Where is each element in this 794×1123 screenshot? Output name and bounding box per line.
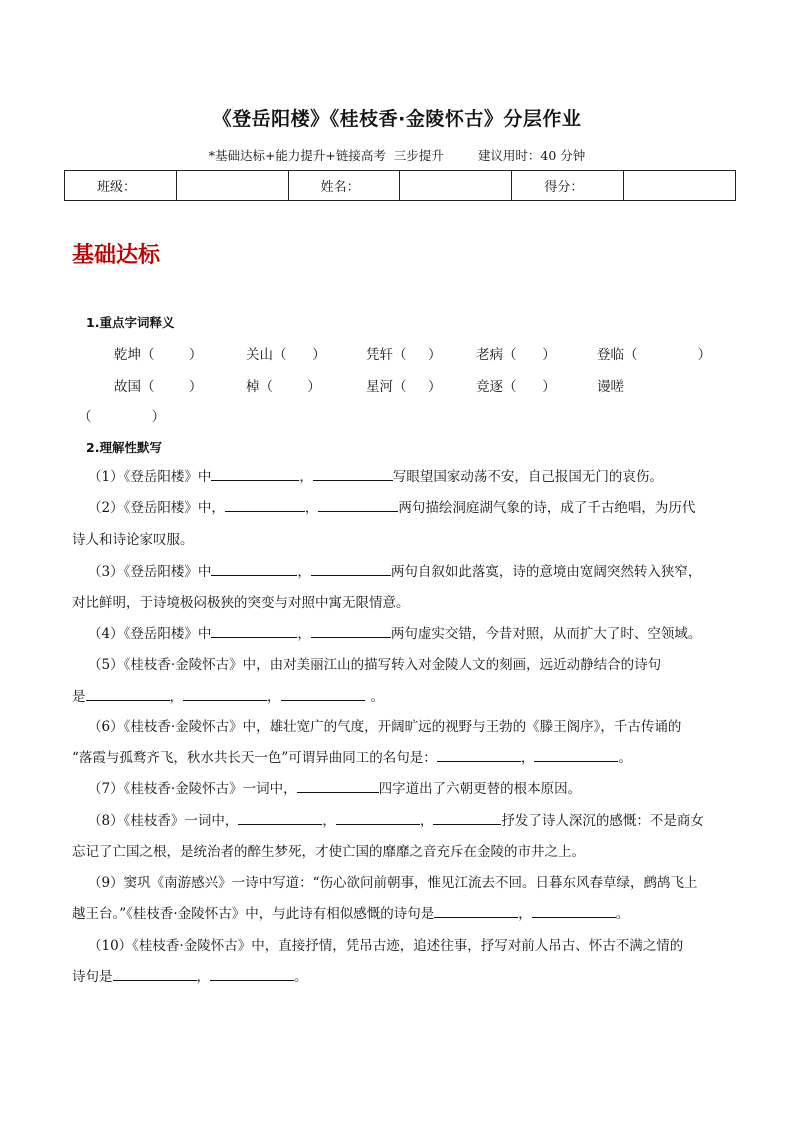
answer-blank[interactable] xyxy=(238,812,322,825)
section-heading: 基础达标 xyxy=(72,242,161,268)
answer-blank[interactable] xyxy=(434,905,518,918)
answer-blank[interactable] xyxy=(210,968,294,981)
name-label: 姓名： xyxy=(288,171,400,201)
term-manjie: 谩嗟 xyxy=(597,379,624,395)
q2-item-9: （9）窦巩《南游感兴》一诗中写道：“伤心欲问前朝事，惟见江流去不回。日暮东风春草绿，鹧鸪飞上 xyxy=(88,875,698,891)
answer-blank[interactable] xyxy=(313,468,393,481)
class-field[interactable] xyxy=(176,171,288,201)
q2-item-10-cont: 诗句是 ， 。 xyxy=(72,969,308,985)
q2-item-10: （10）《桂枝香·金陵怀古》中，直接抒情，凭吊古迹，追述往事，抒写对前人吊古、怀古不满之情的 xyxy=(88,938,684,954)
term-xinghe: 星河（ ） xyxy=(366,379,442,395)
answer-blank[interactable] xyxy=(113,968,197,981)
q2-item-9-cont: 越王台。”《桂枝香·金陵怀古》中，与此诗有相似感慨的诗句是 ， 。 xyxy=(72,906,630,922)
term-laobing: 老病（ ） xyxy=(476,347,556,363)
q2-item-7: （7）《桂枝香·金陵怀古》一词中， 四字道出了六朝更替的根本原因。 xyxy=(88,781,582,797)
answer-blank[interactable] xyxy=(183,688,267,701)
q2-item-4: （4）《登岳阳楼》中 ， 两句虚实交错，今昔对照，从而扩大了时、空领域。 xyxy=(88,626,702,642)
answer-blank[interactable] xyxy=(532,905,616,918)
page-title: 《登岳阳楼》《桂枝香·金陵怀古》分层作业 xyxy=(212,108,582,130)
answer-blank[interactable] xyxy=(534,749,618,762)
q2-item-8: （8）《桂枝香》一词中， ， ， 抒发了诗人深沉的感慨：不是商女 xyxy=(88,813,704,829)
answer-blank[interactable] xyxy=(336,812,420,825)
answer-blank[interactable] xyxy=(437,749,521,762)
q2-item-5-cont: 是 ， ， 。 xyxy=(72,689,384,705)
answer-blank[interactable] xyxy=(433,812,501,825)
q2-item-2: （2）《登岳阳楼》中， ， 两句描绘洞庭湖气象的诗，成了千古绝唱，为历代 xyxy=(88,500,696,516)
answer-blank[interactable] xyxy=(211,468,299,481)
term-manjie-blank: （ ） xyxy=(78,409,166,425)
subtitle-mid: 三步提升 xyxy=(393,148,444,163)
q2-item-6: （6）《桂枝香·金陵怀古》中，雄壮宽广的气度，开阔旷远的视野与王勃的《滕王阁序》，千古传诵的 xyxy=(88,719,682,735)
q2-heading: 2.理解性默写 xyxy=(86,440,162,455)
answer-blank[interactable] xyxy=(281,688,365,701)
class-label: 班级： xyxy=(65,171,177,201)
q2-item-3-cont: 对比鲜明，于诗境极闷极狭的突变与对照中寓无限情意。 xyxy=(72,595,410,611)
term-qiankun: 乾坤（ ） xyxy=(114,347,203,363)
term-pingxuan: 凭轩（ ） xyxy=(366,347,442,363)
q2-item-1: （1）《登岳阳楼》中 ， 写眼望国家动荡不安，自己报国无门的哀伤。 xyxy=(88,469,663,485)
q2-item-2-cont: 诗人和诗论家叹服。 xyxy=(72,532,194,548)
term-zhao: 棹（ ） xyxy=(246,379,321,395)
name-field[interactable] xyxy=(400,171,512,201)
subtitle-time: 建议用时：40 分钟 xyxy=(477,148,586,163)
q2-item-5: （5）《桂枝香·金陵怀古》中，由对美丽江山的描写转入对金陵人文的刻画，远近动静结合的诗句 xyxy=(88,657,662,673)
term-jingzhu: 竞逐（ ） xyxy=(476,379,556,395)
answer-blank[interactable] xyxy=(297,780,379,793)
score-label: 得分： xyxy=(512,171,624,201)
answer-blank[interactable] xyxy=(311,625,391,638)
q2-item-3: （3）《登岳阳楼》中 ， 两句自叙如此落寞，诗的意境由宽阔突然转入狭窄， xyxy=(88,564,702,580)
q2-item-6-cont: “落霞与孤鹜齐飞，秋水共长天一色”可谓异曲同工的名句是： ， 。 xyxy=(72,750,632,766)
student-info-table xyxy=(64,170,736,201)
answer-blank[interactable] xyxy=(318,499,398,512)
answer-blank[interactable] xyxy=(211,625,297,638)
term-denglin: 登临（ ） xyxy=(597,347,712,363)
answer-blank[interactable] xyxy=(311,563,391,576)
score-field[interactable] xyxy=(624,171,736,201)
answer-blank[interactable] xyxy=(225,499,305,512)
subtitle-steps: *基础达标+能力提升+链接高考 xyxy=(208,148,386,163)
q1-heading: 1.重点字词释义 xyxy=(86,315,175,330)
q2-item-8-cont: 忘记了亡国之根，是统治者的醉生梦死，才使亡国的靡靡之音充斥在金陵的市井之上。 xyxy=(72,844,585,860)
answer-blank[interactable] xyxy=(86,688,170,701)
answer-blank[interactable] xyxy=(211,563,297,576)
page-subtitle xyxy=(0,146,794,164)
term-guanshan: 关山（ ） xyxy=(246,347,326,363)
term-guguo: 故国（ ） xyxy=(114,379,203,395)
